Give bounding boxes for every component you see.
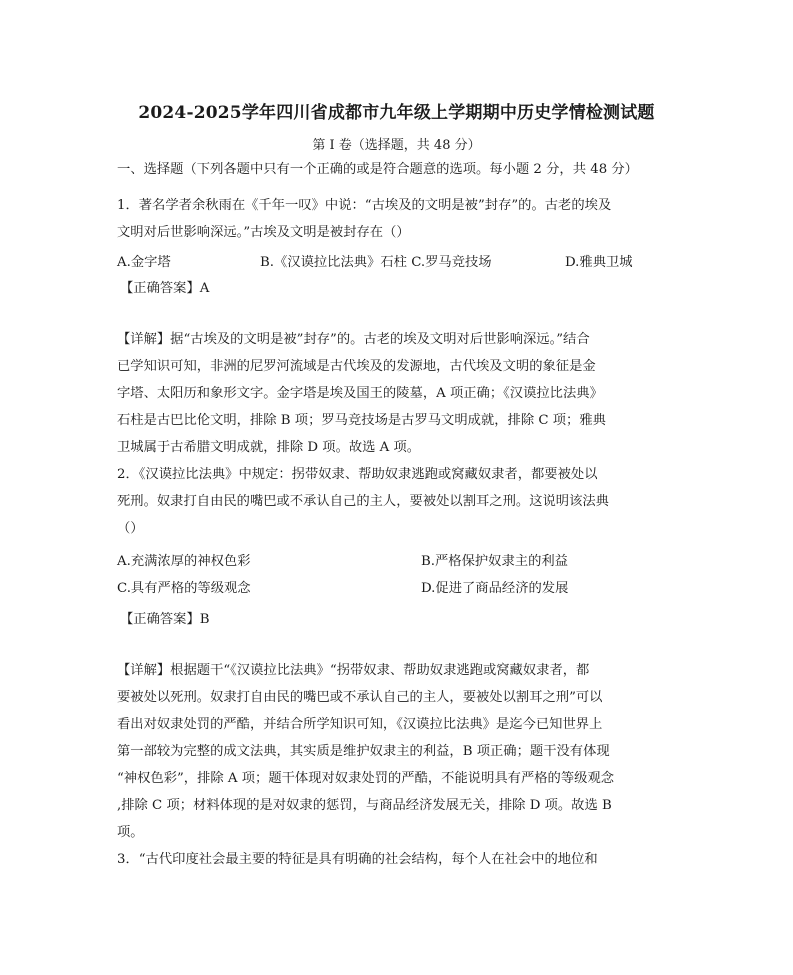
q2-option-b: B.严格保护奴隶主的利益	[421, 554, 568, 569]
q3-stem-line-1: 3．“古代印度社会最主要的特征是具有明确的社会结构，每个人在社会中的地位和	[117, 852, 598, 867]
q1-explain-line-2: 已学知识可知，非洲的尼罗河流域是古代埃及的发源地，古代埃及文明的象征是金	[117, 359, 596, 374]
q2-stem-line-1: 2．《汉谟拉比法典》中规定：拐带奴隶、帮助奴隶逃跑或窝藏奴隶者，都要被处以	[117, 467, 598, 482]
q2-answer: 【正确答案】B	[120, 612, 210, 627]
q2-explain-line-4: 第一部较为完整的成文法典，其实质是维护奴隶主的利益，B 项正确；题干没有体现	[117, 744, 610, 759]
q1-explain-line-3: 字塔、太阳历和象形文字。金字塔是埃及国王的陵墓，A 项正确；《汉谟拉比法典》	[117, 386, 603, 401]
q1-stem-line-2: 文明对后世影响深远。”古埃及文明是被封存在（）	[117, 225, 410, 240]
q2-stem-line-2: 死刑。奴隶打自由民的嘴巴或不承认自己的主人，要被处以割耳之刑。这说明该法典	[117, 494, 609, 509]
q1-option-d: D.雅典卫城	[565, 255, 633, 270]
q2-option-d: D.促进了商品经济的发展	[421, 581, 569, 596]
q1-answer: 【正确答案】A	[120, 281, 210, 296]
q2-explain-line-5: “神权色彩”，排除 A 项；题干体现对奴隶处罚的严酷，不能说明具有严格的等级观念	[117, 771, 615, 786]
q2-option-a: A.充满浓厚的神权色彩	[117, 554, 251, 569]
q1-option-bc: B.《汉谟拉比法典》石柱 C.罗马竞技场	[260, 255, 492, 270]
page-title: 2024-2025学年四川省成都市九年级上学期期中历史学情检测试题	[138, 103, 655, 123]
q2-stem-line-3: （）	[117, 521, 144, 536]
section-instruction: 一、选择题（下列各题中只有一个正确的或是符合题意的选项。每小题 2 分，共 48 分）	[117, 162, 638, 177]
q1-option-a: A.金字塔	[117, 255, 171, 270]
q1-explain-line-4: 石柱是古巴比伦文明，排除 B 项；罗马竞技场是古罗马文明成就，排除 C 项；雅典	[117, 413, 606, 428]
q2-explain-line-7: 项。	[117, 825, 144, 840]
q2-explain-line-6: ,排除 C 项；材料体现的是对奴隶的惩罚，与商品经济发展无关，排除 D 项。故选 B	[117, 798, 612, 813]
q2-explain-line-3: 看出对奴隶处罚的严酷，并结合所学知识可知，《汉谟拉比法典》是迄今已知世界上	[117, 717, 603, 732]
page-subtitle: 第 I 卷（选择题，共 48 分）	[312, 138, 481, 153]
q2-explain-line-1: 【详解】根据题干“《汉谟拉比法典》“拐带奴隶、帮助奴隶逃跑或窝藏奴隶者，都	[117, 663, 590, 678]
q1-explain-line-5: 卫城属于古希腊文明成就，排除 D 项。故选 A 项。	[117, 440, 421, 455]
q2-explain-line-2: 要被处以死刑。奴隶打自由民的嘴巴或不承认自己的主人，要被处以割耳之刑”可以	[117, 690, 603, 705]
q1-stem-line-1: 1．著名学者余秋雨在《千年一叹》中说：“古埃及的文明是被”封存”的。古老的埃及	[117, 198, 612, 213]
q2-option-c: C.具有严格的等级观念	[117, 581, 251, 596]
q1-explain-line-1: 【详解】据“古埃及的文明是被”封存”的。古老的埃及文明对后世影响深远。”结合	[117, 332, 590, 347]
